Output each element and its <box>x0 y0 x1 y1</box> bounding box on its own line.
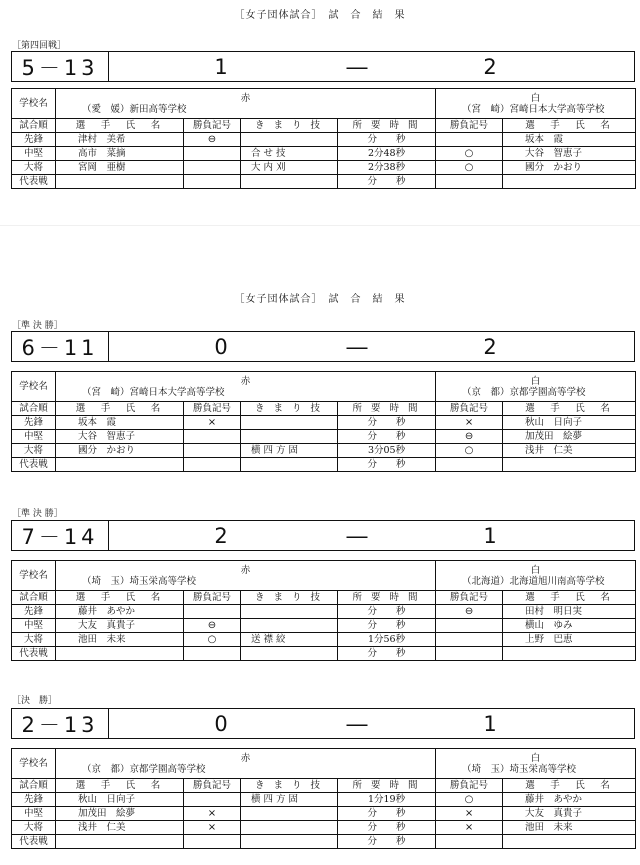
bout-row <box>12 444 636 458</box>
white-school-name: （宮 崎）宮崎日本大学高等学校 <box>462 103 605 115</box>
red-mark-header: 勝負記号 <box>184 119 241 133</box>
red-mark-header: 勝負記号 <box>184 591 241 605</box>
match-number: 5－13 <box>12 52 109 81</box>
bout-row <box>12 821 636 835</box>
position-label: 中堅 <box>12 619 56 633</box>
score-dash: ― <box>346 523 368 548</box>
technique <box>241 647 338 661</box>
red-mark <box>184 175 241 189</box>
white-score: 1 <box>483 523 497 548</box>
white-player: 池田 未来 <box>503 821 636 835</box>
bout-row <box>12 605 636 619</box>
position-label: 代表戦 <box>12 175 56 189</box>
red-mark-header: 勝負記号 <box>184 779 241 793</box>
score-dash: ― <box>346 711 368 736</box>
red-mark: × <box>184 807 241 821</box>
red-corner-label: 赤 <box>240 752 251 764</box>
red-school-name: （埼 玉）埼玉栄高等学校 <box>82 575 197 587</box>
bout-time: 1分19秒 <box>338 793 436 807</box>
white-score: 2 <box>483 334 497 359</box>
bout-row <box>12 147 636 161</box>
white-score: 1 <box>483 711 497 736</box>
position-label: 代表戦 <box>12 835 56 849</box>
red-player-header: 選 手 氏 名 <box>56 779 184 793</box>
red-player: 加茂田 絵夢 <box>56 807 184 821</box>
white-mark <box>436 619 503 633</box>
score-area <box>109 709 634 738</box>
white-mark <box>436 458 503 472</box>
red-mark <box>184 647 241 661</box>
red-mark <box>184 147 241 161</box>
bout-row <box>12 161 636 175</box>
red-school-name: （愛 媛）新田高等学校 <box>82 103 187 115</box>
white-player: 秋山 日向子 <box>503 416 636 430</box>
technique-header: き ま り 技 <box>241 119 338 133</box>
white-mark <box>436 633 503 647</box>
white-mark-header: 勝負記号 <box>436 591 503 605</box>
red-player <box>56 835 184 849</box>
bout-row <box>12 430 636 444</box>
red-player <box>56 647 184 661</box>
white-player: 大谷 智恵子 <box>503 147 636 161</box>
red-player <box>56 175 184 189</box>
red-score: 0 <box>214 711 228 736</box>
white-mark: ○ <box>436 147 503 161</box>
red-player: 坂本 霞 <box>56 416 184 430</box>
order-header: 試合順 <box>12 779 56 793</box>
technique: 大 内 刈 <box>241 161 338 175</box>
position-label: 先鋒 <box>12 416 56 430</box>
white-player: 大友 真貴子 <box>503 807 636 821</box>
red-school-name: （京 都）京都学園高等学校 <box>82 763 206 775</box>
white-player: 上野 巴恵 <box>503 633 636 647</box>
white-score: 2 <box>483 54 497 79</box>
bout-time: 分 秒 <box>338 647 436 661</box>
red-mark <box>184 458 241 472</box>
result-table <box>11 560 636 661</box>
white-mark <box>436 175 503 189</box>
white-player: 横山 ゆみ <box>503 619 636 633</box>
bout-row <box>12 458 636 472</box>
white-player-header: 選 手 氏 名 <box>503 119 636 133</box>
technique <box>241 821 338 835</box>
white-player: 浅井 仁美 <box>503 444 636 458</box>
red-mark <box>184 430 241 444</box>
white-school-cell <box>436 89 636 119</box>
position-label: 大将 <box>12 161 56 175</box>
match-number: 2－13 <box>12 709 109 738</box>
white-school-name: （北海道）北海道旭川南高等学校 <box>462 575 605 587</box>
red-player: 秋山 日向子 <box>56 793 184 807</box>
technique <box>241 605 338 619</box>
white-player-header: 選 手 氏 名 <box>503 779 636 793</box>
white-player: 坂本 霞 <box>503 133 636 147</box>
red-school-cell <box>56 749 436 779</box>
technique <box>241 133 338 147</box>
white-mark <box>436 133 503 147</box>
position-label: 大将 <box>12 444 56 458</box>
red-player-header: 選 手 氏 名 <box>56 591 184 605</box>
technique <box>241 175 338 189</box>
red-player: 高市 菜摘 <box>56 147 184 161</box>
bout-time: 分 秒 <box>338 430 436 444</box>
red-school-cell <box>56 89 436 119</box>
match-number: 7－14 <box>12 521 109 550</box>
bout-time: 分 秒 <box>338 835 436 849</box>
red-mark: ⊖ <box>184 133 241 147</box>
technique-header: き ま り 技 <box>241 779 338 793</box>
bout-row <box>12 416 636 430</box>
red-mark <box>184 444 241 458</box>
red-school-cell <box>56 561 436 591</box>
result-table <box>11 88 636 189</box>
white-mark <box>436 835 503 849</box>
white-player <box>503 458 636 472</box>
bout-time: 3分05秒 <box>338 444 436 458</box>
bout-row <box>12 793 636 807</box>
red-mark: × <box>184 821 241 835</box>
bout-time: 1分56秒 <box>338 633 436 647</box>
bout-time: 分 秒 <box>338 175 436 189</box>
bout-time: 分 秒 <box>338 807 436 821</box>
white-school-name: （京 都）京都学園高等学校 <box>462 386 586 398</box>
red-score: 1 <box>214 54 228 79</box>
bout-time: 分 秒 <box>338 619 436 633</box>
white-mark-header: 勝負記号 <box>436 779 503 793</box>
bout-row <box>12 175 636 189</box>
white-player: 藤井 あやか <box>503 793 636 807</box>
position-label: 中堅 <box>12 430 56 444</box>
position-label: 大将 <box>12 821 56 835</box>
technique <box>241 416 338 430</box>
red-player <box>56 458 184 472</box>
school-label: 学校名 <box>12 561 56 591</box>
page-title: ［女子団体試合］ 試 合 結 果 <box>234 10 406 21</box>
technique: 合 せ 技 <box>241 147 338 161</box>
white-player <box>503 647 636 661</box>
match-number: 6－11 <box>12 332 109 361</box>
technique <box>241 807 338 821</box>
bout-time: 分 秒 <box>338 821 436 835</box>
technique <box>241 430 338 444</box>
white-mark: ○ <box>436 444 503 458</box>
red-corner-label: 赤 <box>240 564 251 576</box>
white-mark: × <box>436 416 503 430</box>
white-mark-header: 勝負記号 <box>436 402 503 416</box>
red-player: 津村 美希 <box>56 133 184 147</box>
technique: 横 四 方 固 <box>241 793 338 807</box>
bout-time: 2分48秒 <box>338 147 436 161</box>
white-corner-label: 白 <box>530 92 541 104</box>
white-player: 田村 明日実 <box>503 605 636 619</box>
result-table <box>11 371 636 472</box>
time-header: 所 要 時 間 <box>338 119 436 133</box>
order-header: 試合順 <box>12 591 56 605</box>
score-box <box>11 331 635 362</box>
round-label: ［準 決 勝］ <box>12 509 63 519</box>
technique <box>241 458 338 472</box>
bout-row <box>12 835 636 849</box>
white-player-header: 選 手 氏 名 <box>503 402 636 416</box>
white-school-cell <box>436 372 636 402</box>
time-header: 所 要 時 間 <box>338 402 436 416</box>
white-mark: ○ <box>436 793 503 807</box>
order-header: 試合順 <box>12 119 56 133</box>
bout-time: 分 秒 <box>338 416 436 430</box>
white-player: 國分 かおり <box>503 161 636 175</box>
round-label: ［第四回戦］ <box>12 41 67 51</box>
round-label: ［準 決 勝］ <box>12 321 63 331</box>
red-mark-header: 勝負記号 <box>184 402 241 416</box>
white-player: 加茂田 絵夢 <box>503 430 636 444</box>
red-player: 大谷 智恵子 <box>56 430 184 444</box>
time-header: 所 要 時 間 <box>338 591 436 605</box>
technique <box>241 619 338 633</box>
red-player: 藤井 あやか <box>56 605 184 619</box>
white-mark: ○ <box>436 161 503 175</box>
white-player <box>503 175 636 189</box>
bout-time: 分 秒 <box>338 605 436 619</box>
technique-header: き ま り 技 <box>241 591 338 605</box>
bout-row <box>12 633 636 647</box>
order-header: 試合順 <box>12 402 56 416</box>
red-school-name: （宮 崎）宮崎日本大学高等学校 <box>82 386 225 398</box>
red-score: 0 <box>214 334 228 359</box>
white-corner-label: 白 <box>530 375 541 387</box>
technique <box>241 835 338 849</box>
position-label: 大将 <box>12 633 56 647</box>
bout-row <box>12 647 636 661</box>
red-mark <box>184 161 241 175</box>
school-label: 学校名 <box>12 89 56 119</box>
position-label: 代表戦 <box>12 458 56 472</box>
position-label: 中堅 <box>12 147 56 161</box>
red-mark <box>184 835 241 849</box>
red-player: 國分 かおり <box>56 444 184 458</box>
technique: 横 四 方 固 <box>241 444 338 458</box>
red-school-cell <box>56 372 436 402</box>
white-player-header: 選 手 氏 名 <box>503 591 636 605</box>
red-player: 宮岡 亜樹 <box>56 161 184 175</box>
white-mark-header: 勝負記号 <box>436 119 503 133</box>
white-mark: ⊖ <box>436 430 503 444</box>
red-mark <box>184 605 241 619</box>
red-mark <box>184 793 241 807</box>
technique-header: き ま り 技 <box>241 402 338 416</box>
bout-row <box>12 619 636 633</box>
school-label: 学校名 <box>12 372 56 402</box>
position-label: 先鋒 <box>12 133 56 147</box>
white-player <box>503 835 636 849</box>
red-player: 浅井 仁美 <box>56 821 184 835</box>
bout-time: 分 秒 <box>338 133 436 147</box>
score-area <box>109 52 634 81</box>
divider <box>0 225 640 226</box>
result-table <box>11 748 636 849</box>
bout-time: 分 秒 <box>338 458 436 472</box>
score-box <box>11 51 635 82</box>
red-mark: × <box>184 416 241 430</box>
round-label: ［決 勝］ <box>12 696 58 706</box>
red-corner-label: 赤 <box>240 92 251 104</box>
score-box <box>11 708 635 739</box>
white-corner-label: 白 <box>530 752 541 764</box>
score-dash: ― <box>346 54 368 79</box>
white-school-cell <box>436 561 636 591</box>
position-label: 先鋒 <box>12 793 56 807</box>
page-title: ［女子団体試合］ 試 合 結 果 <box>234 294 406 305</box>
red-player-header: 選 手 氏 名 <box>56 402 184 416</box>
red-player: 大友 真貴子 <box>56 619 184 633</box>
white-mark: × <box>436 821 503 835</box>
position-label: 代表戦 <box>12 647 56 661</box>
red-corner-label: 赤 <box>240 375 251 387</box>
white-mark: × <box>436 807 503 821</box>
time-header: 所 要 時 間 <box>338 779 436 793</box>
position-label: 中堅 <box>12 807 56 821</box>
red-player: 池田 未来 <box>56 633 184 647</box>
white-mark <box>436 647 503 661</box>
position-label: 先鋒 <box>12 605 56 619</box>
bout-time: 2分38秒 <box>338 161 436 175</box>
red-mark: ○ <box>184 633 241 647</box>
white-school-cell <box>436 749 636 779</box>
score-area <box>109 332 634 361</box>
red-score: 2 <box>214 523 228 548</box>
red-mark: ⊖ <box>184 619 241 633</box>
bout-row <box>12 133 636 147</box>
white-mark: ⊖ <box>436 605 503 619</box>
score-area <box>109 521 634 550</box>
red-player-header: 選 手 氏 名 <box>56 119 184 133</box>
school-label: 学校名 <box>12 749 56 779</box>
technique: 送 襟 絞 <box>241 633 338 647</box>
white-school-name: （埼 玉）埼玉栄高等学校 <box>462 763 577 775</box>
score-box <box>11 520 635 551</box>
score-dash: ― <box>346 334 368 359</box>
bout-row <box>12 807 636 821</box>
white-corner-label: 白 <box>530 564 541 576</box>
